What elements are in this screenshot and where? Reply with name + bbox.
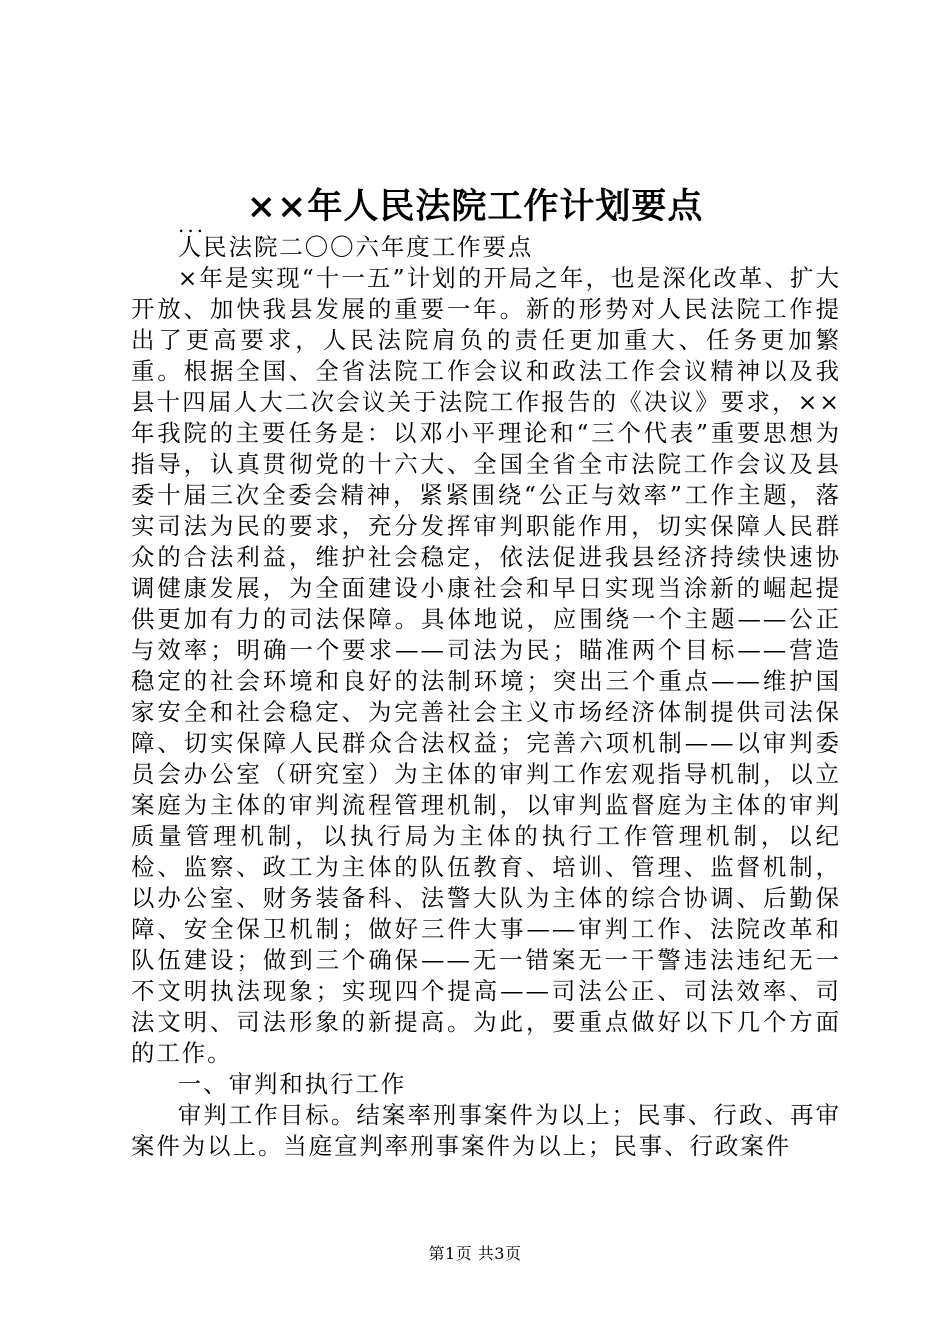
paragraph-main: ×年是实现“十一五”计划的开局之年，也是深化改革、扩大开放、加快我县发展的重要一年。新的形势对人民法院工作提出了更高要求，人民法院肩负的责任更加重大、任务更加繁重。根据全国、全省法院工作会议和政法工作会议精神以及我县十四届人大二次会议关于法院工作报告的《决议》要求，××年我院的主要任务是：以邓小平理论和“三个代表”重要思想为指导，认真贯彻党的十六大、全国全省全市法院工作会议及县委十届三次全委会精神，紧紧围绕“公正与效率”工作主题，落实司法为民的要求，充分发挥审判职能作用，切实保障人民群众的合法利益，维护社会稳定，依法促进我县经济持续快速协调健康发展，为全面建设小康社会和早日实现当涂新的崛起提供更加有力的司法保障。具体地说，应围绕一个主题——公正与效率；明确一个要求——司法为民；瞄准两个目标——营造稳定的社会环境和良好的法制环境；突出三个重点——维护国家安全和社会稳定、为完善社会主义市场经济体制提供司法保障、切实保障人民群众合法权益；完善六项机制——以审判委员会办公室（研究室）为主体的审判工作宏观指导机制，以立案庭为主体的审判流程管理机制，以审判监督庭为主体的审判质量管理机制，以执行局为主体的执行工作管理机制，以纪检、监察、政工为主体的队伍教育、培训、管理、监督机制，以办公室、财务装备科、法警大队为主体的综合协调、后勤保障、安全保卫机制；做好三件大事——审判工作、法院改革和队伍建设；做到三个确保——无一错案无一干警违法违纪无一不文明执法现象；实现四个提高——司法公正、司法效率、司法文明、司法形象的新提高。为此，要重点做好以下几个方面的工作。 <box>131 264 841 1067</box>
document-title: ××年人民法院工作计划要点 <box>246 186 704 227</box>
ellipsis-mark: ... <box>178 213 207 237</box>
paragraph-trial-goals: 审判工作目标。结案率刑事案件为以上；民事、行政、再审案件为以上。当庭宣判率刑事案件为以上；民事、行政案件 <box>131 1101 841 1160</box>
document-body <box>131 232 841 1162</box>
section-heading: 一、审判和执行工作 <box>177 1070 407 1098</box>
page-footer: 第1页 共3页 <box>428 1244 522 1263</box>
document-subtitle: 人民法院二〇〇六年度工作要点 <box>177 233 534 261</box>
